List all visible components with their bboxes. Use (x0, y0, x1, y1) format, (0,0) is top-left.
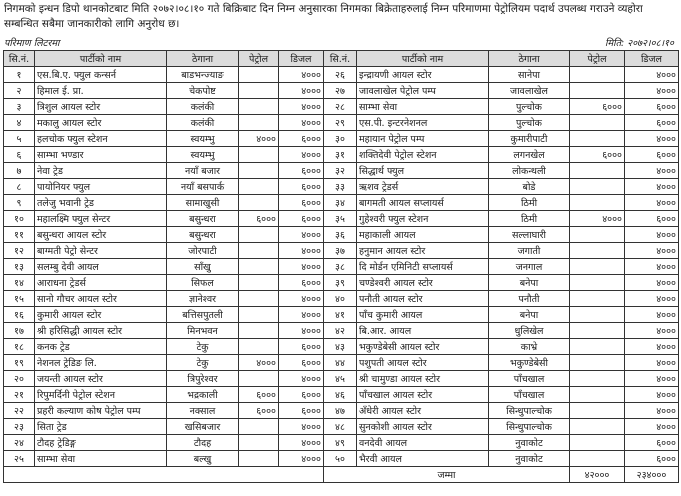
cell-petrol: ६००० (570, 147, 625, 163)
cell-party-name: प्रहरी कल्याण कोष पेट्रोल पम्प (35, 403, 167, 419)
cell-petrol (239, 275, 279, 291)
cell-party-name: साम्भा सेवा (357, 99, 489, 115)
cell-place: पुल्चोक (489, 115, 570, 131)
cell-diesel: ६००० (279, 179, 324, 195)
cell-place: बसुन्धरा (167, 227, 239, 243)
header-name: पार्टीको नाम (357, 51, 489, 67)
cell-petrol (570, 323, 625, 339)
cell-diesel: ४००० (279, 67, 324, 83)
cell-petrol (570, 243, 625, 259)
cell-diesel: ४००० (625, 339, 679, 355)
cell-petrol (570, 179, 625, 195)
allocation-table (3, 50, 679, 483)
cell-diesel: ४००० (625, 323, 679, 339)
table-row (4, 227, 679, 243)
cell-party-name: ऋशव ट्रेडर्स (357, 179, 489, 195)
cell-sn: ४४ (324, 355, 357, 371)
table-row (4, 451, 679, 467)
cell-party-name: सिद्धार्थ फ्युल (357, 163, 489, 179)
cell-party-name: इन्द्रायणी आयल स्टोर (357, 67, 489, 83)
cell-diesel: ६००० (279, 387, 324, 403)
cell-party-name: हनुमान आयल स्टोर (357, 243, 489, 259)
cell-party-name: टौदह ट्रेडिङ्ग (35, 435, 167, 451)
cell-diesel: ४००० (279, 227, 324, 243)
cell-place: पाँचखाल (489, 371, 570, 387)
table-row (4, 355, 679, 371)
table-row (4, 259, 679, 275)
cell-place: साँखु (167, 259, 239, 275)
cell-party-name: त्रिशुल आयल स्टोर (35, 99, 167, 115)
cell-place: बल्खु (167, 451, 239, 467)
cell-sn: १३ (4, 259, 35, 275)
date-note: मिति: २०७२।०८।१० (605, 38, 674, 49)
cell-diesel: ६००० (279, 131, 324, 147)
cell-diesel: ४००० (279, 435, 324, 451)
cell-sn: २३ (4, 419, 35, 435)
cell-party-name: साम्भा भण्डार (35, 147, 167, 163)
cell-petrol (570, 227, 625, 243)
cell-sn: ३२ (324, 163, 357, 179)
cell-place: पुल्चोक (489, 99, 570, 115)
cell-diesel: ६००० (625, 211, 679, 227)
table-row (4, 387, 679, 403)
table-row (4, 307, 679, 323)
cell-petrol: ६००० (570, 99, 625, 115)
cell-place: धुलिखेल (489, 323, 570, 339)
cell-sn: ३९ (324, 275, 357, 291)
table-row (4, 147, 679, 163)
cell-party-name: पायोनियर फ्युल (35, 179, 167, 195)
cell-petrol (570, 387, 625, 403)
cell-party-name: मकालु आयल स्टोर (35, 115, 167, 131)
cell-place: बत्तिसपुतली (167, 307, 239, 323)
cell-sn: २१ (4, 387, 35, 403)
cell-diesel: ४००० (625, 179, 679, 195)
cell-place: पाँचखाल (489, 387, 570, 403)
cell-petrol (570, 355, 625, 371)
cell-sn: ४७ (324, 403, 357, 419)
cell-diesel: ६००० (279, 403, 324, 419)
cell-diesel: ६००० (625, 435, 679, 451)
cell-party-name: पाँचखाल आयल स्टोर (357, 387, 489, 403)
cell-place: जोरपाटी (167, 243, 239, 259)
cell-party-name: सिता ट्रेड (35, 419, 167, 435)
table-row (4, 339, 679, 355)
cell-party-name: शक्तिदेवी पेट्रोल स्टेशन (357, 147, 489, 163)
cell-sn: २ (4, 83, 35, 99)
cell-petrol: ४००० (239, 131, 279, 147)
cell-place: चेकपोष्ट (167, 83, 239, 99)
cell-diesel: ४००० (625, 259, 679, 275)
cell-party-name: वनदेवी आयल (357, 435, 489, 451)
cell-sn: ३६ (324, 227, 357, 243)
cell-diesel: ४००० (625, 419, 679, 435)
cell-sn: ४१ (324, 307, 357, 323)
cell-diesel: ६००० (279, 195, 324, 211)
cell-petrol: ६००० (239, 403, 279, 419)
cell-diesel: ६००० (279, 339, 324, 355)
cell-place: टौदह (167, 435, 239, 451)
cell-petrol (239, 419, 279, 435)
total-petrol: ४२००० (570, 467, 625, 483)
intro-paragraph: निगमको इन्धन डिपो थानकोटबाट मिति २०७२।०८।१० गते बिक्रिबाट दिन निम्न अनुसारका निगमका बिक्रेताहरुलाई निम्न परिमाणमा पेट्रोलियम पदार्थ उपलब्ध गराउने व्यहोरा सम्बन्धित सबैमा जानकारीको लागि अनुरोध छ। (4, 3, 643, 30)
cell-party-name: पशुपती आयल स्टोर (357, 355, 489, 371)
cell-place: कलंकी (167, 115, 239, 131)
cell-diesel: ४००० (625, 67, 679, 83)
cell-place: सिफल (167, 275, 239, 291)
cell-petrol (239, 195, 279, 211)
cell-diesel: ४००० (279, 371, 324, 387)
cell-party-name: साम्भा सेवा (35, 451, 167, 467)
cell-diesel: ४००० (625, 403, 679, 419)
cell-diesel: ४००० (625, 307, 679, 323)
cell-place: सिन्धुपाल्चोक (489, 419, 570, 435)
cell-sn: १६ (4, 307, 35, 323)
cell-petrol (239, 339, 279, 355)
cell-party-name: बाग्मती पेट्रो सेन्टर (35, 243, 167, 259)
cell-party-name: सानो गौचर आयल स्टोर (35, 291, 167, 307)
cell-sn: ३४ (324, 195, 357, 211)
cell-sn: २७ (324, 83, 357, 99)
cell-sn: ३१ (324, 147, 357, 163)
cell-party-name: नेवा ट्रेड (35, 163, 167, 179)
cell-petrol (239, 259, 279, 275)
table-row (4, 115, 679, 131)
cell-party-name: महायान पेट्रोल पम्प (357, 131, 489, 147)
cell-diesel: ६००० (279, 355, 324, 371)
cell-petrol (239, 179, 279, 195)
cell-sn: २८ (324, 99, 357, 115)
cell-petrol (570, 435, 625, 451)
cell-diesel: ४००० (625, 275, 679, 291)
table-row (4, 179, 679, 195)
cell-petrol (239, 435, 279, 451)
cell-petrol: ६००० (239, 387, 279, 403)
cell-place: सिन्धुपाल्चोक (489, 403, 570, 419)
meta-line (4, 36, 676, 49)
header-place: ठेगाना (489, 51, 570, 67)
table-row (4, 435, 679, 451)
cell-party-name: रिपुमर्दिनी पेट्रोल स्टेशन (35, 387, 167, 403)
cell-diesel: ४००० (279, 243, 324, 259)
cell-sn: १० (4, 211, 35, 227)
cell-sn: ३३ (324, 179, 357, 195)
total-diesel: २३४००० (625, 467, 679, 483)
cell-sn: ७ (4, 163, 35, 179)
cell-party-name: श्री हरिसिद्धी आयल स्टोर (35, 323, 167, 339)
cell-party-name: नेशनल ट्रेडिङ लि. (35, 355, 167, 371)
cell-party-name: पनौती आयल स्टोर (357, 291, 489, 307)
cell-party-name: जयन्ती आयल स्टोर (35, 371, 167, 387)
cell-place: स्वयम्भु (167, 131, 239, 147)
cell-petrol (570, 275, 625, 291)
table-row (4, 67, 679, 83)
cell-place: टेकु (167, 355, 239, 371)
cell-party-name: पाँच कुमारी आयल (357, 307, 489, 323)
cell-sn: ३५ (324, 211, 357, 227)
cell-place: नुवाकोट (489, 451, 570, 467)
cell-petrol (570, 195, 625, 211)
cell-diesel: ४००० (625, 227, 679, 243)
table-row (4, 211, 679, 227)
cell-sn: २६ (324, 67, 357, 83)
cell-petrol (570, 371, 625, 387)
cell-place: भकुण्डेबेसी (489, 355, 570, 371)
cell-petrol (239, 163, 279, 179)
cell-sn: ४२ (324, 323, 357, 339)
cell-party-name: महालक्ष्मि फ्युल सेन्टर (35, 211, 167, 227)
table-row (4, 323, 679, 339)
cell-petrol (570, 131, 625, 147)
cell-sn: १४ (4, 275, 35, 291)
cell-diesel: ४००० (279, 451, 324, 467)
cell-party-name: आराधना ट्रेडर्स (35, 275, 167, 291)
cell-petrol (239, 291, 279, 307)
total-label: जम्मा (324, 467, 570, 483)
table-row (4, 163, 679, 179)
cell-place: ठिमी (489, 195, 570, 211)
unit-note: परिमाण लिटरमा (4, 38, 60, 49)
cell-petrol (570, 403, 625, 419)
cell-petrol (570, 339, 625, 355)
cell-sn: ४३ (324, 339, 357, 355)
cell-diesel: ४००० (625, 371, 679, 387)
cell-diesel: ६००० (625, 115, 679, 131)
cell-place: नयाँ बसपार्क (167, 179, 239, 195)
cell-petrol (570, 83, 625, 99)
table-row (4, 403, 679, 419)
cell-diesel: ४००० (625, 243, 679, 259)
cell-place: लगनखेल (489, 147, 570, 163)
cell-sn: ४६ (324, 387, 357, 403)
cell-place: भद्रकाली (167, 387, 239, 403)
cell-place: पनौती (489, 291, 570, 307)
table-row (4, 131, 679, 147)
cell-party-name: बसुन्धरा आयल स्टोर (35, 227, 167, 243)
cell-place: टेकु (167, 339, 239, 355)
cell-diesel: ४००० (279, 291, 324, 307)
cell-petrol (570, 163, 625, 179)
table-row (4, 275, 679, 291)
cell-party-name: कुमारी आयल स्टोर (35, 307, 167, 323)
cell-petrol (239, 83, 279, 99)
cell-party-name: भैरवी आयल (357, 451, 489, 467)
header-name: पार्टीको नाम (35, 51, 167, 67)
cell-sn: ५० (324, 451, 357, 467)
cell-diesel: ४००० (279, 307, 324, 323)
cell-diesel: ४००० (625, 355, 679, 371)
cell-party-name: अँधेरी आयल स्टोर (357, 403, 489, 419)
cell-party-name: एस.बि.ए. फ्युल कन्सर्न (35, 67, 167, 83)
table-row (4, 243, 679, 259)
cell-petrol (239, 147, 279, 163)
cell-party-name: कनक ट्रेड (35, 339, 167, 355)
cell-petrol (239, 227, 279, 243)
cell-diesel: ४००० (625, 83, 679, 99)
cell-party-name: सलम्बु देवी आयल (35, 259, 167, 275)
cell-party-name: चण्डेश्वरी आयल स्टोर (357, 275, 489, 291)
cell-diesel: ६००० (625, 99, 679, 115)
cell-place: जनगाल (489, 259, 570, 275)
header-place: ठेगाना (167, 51, 239, 67)
cell-diesel: ४००० (279, 83, 324, 99)
cell-place: नयाँ बजार (167, 163, 239, 179)
cell-petrol (570, 307, 625, 323)
cell-place: कुमारीपाटी (489, 131, 570, 147)
cell-sn: ४८ (324, 419, 357, 435)
header-sn: सि.नं. (4, 51, 35, 67)
cell-party-name: हलचोक फ्युल स्टेशन (35, 131, 167, 147)
cell-place: खसिबजार (167, 419, 239, 435)
cell-petrol (239, 451, 279, 467)
cell-sn: २२ (4, 403, 35, 419)
cell-place: सल्लाघारी (489, 227, 570, 243)
cell-diesel: ४००० (279, 259, 324, 275)
cell-sn: ५ (4, 131, 35, 147)
cell-sn: १७ (4, 323, 35, 339)
cell-diesel: ४००० (279, 419, 324, 435)
cell-petrol (570, 419, 625, 435)
cell-petrol (239, 99, 279, 115)
header-petrol: पेट्रोल (570, 51, 625, 67)
cell-place: ज्ञानेश्वर (167, 291, 239, 307)
cell-petrol (239, 243, 279, 259)
cell-diesel: ६००० (279, 211, 324, 227)
cell-place: कलंकी (167, 99, 239, 115)
cell-diesel: ४००० (625, 387, 679, 403)
cell-sn: ३० (324, 131, 357, 147)
cell-place: जावलाखेल (489, 83, 570, 99)
cell-sn: १८ (4, 339, 35, 355)
cell-petrol (239, 307, 279, 323)
total-spacer (4, 467, 324, 483)
cell-diesel: ४००० (279, 115, 324, 131)
cell-sn: ४० (324, 291, 357, 307)
cell-diesel: ४००० (625, 291, 679, 307)
cell-party-name: महाकाली आयल (357, 227, 489, 243)
cell-party-name: जावलाखेल पेट्रोल पम्प (357, 83, 489, 99)
cell-party-name: दि मोर्डन एमिनिटी सप्लायर्स (357, 259, 489, 275)
cell-sn: ११ (4, 227, 35, 243)
cell-party-name: एस.पी. इन्टरनेशनल (357, 115, 489, 131)
cell-party-name: बि.आर. आयल (357, 323, 489, 339)
cell-diesel: ६००० (625, 451, 679, 467)
cell-petrol: ६००० (239, 211, 279, 227)
cell-petrol (570, 67, 625, 83)
cell-party-name: सुनकोशी आयल स्टोर (357, 419, 489, 435)
cell-place: लोकन्थली (489, 163, 570, 179)
table-row (4, 83, 679, 99)
cell-diesel: ४००० (625, 195, 679, 211)
total-row (4, 467, 679, 483)
header-petrol: पेट्रोल (239, 51, 279, 67)
cell-diesel: ४००० (625, 163, 679, 179)
cell-sn: १९ (4, 355, 35, 371)
cell-place: बाडभन्ज्याङ (167, 67, 239, 83)
header-row (4, 51, 679, 67)
cell-sn: १२ (4, 243, 35, 259)
cell-diesel: ४००० (625, 131, 679, 147)
cell-sn: ६ (4, 147, 35, 163)
cell-party-name: श्री चामुण्डा आयल स्टोर (357, 371, 489, 387)
table-row (4, 419, 679, 435)
cell-petrol (239, 323, 279, 339)
cell-place: मिनभवन (167, 323, 239, 339)
table-row (4, 195, 679, 211)
cell-place: जगाती (489, 243, 570, 259)
cell-sn: २० (4, 371, 35, 387)
cell-sn: ३८ (324, 259, 357, 275)
cell-petrol (570, 291, 625, 307)
cell-place: ठिमी (489, 211, 570, 227)
cell-sn: २९ (324, 115, 357, 131)
cell-place: काभ्रे (489, 339, 570, 355)
cell-petrol (570, 451, 625, 467)
cell-diesel: ४००० (279, 99, 324, 115)
cell-sn: ४९ (324, 435, 357, 451)
cell-party-name: तलेजु भवानी ट्रेड (35, 195, 167, 211)
cell-petrol: ४००० (570, 211, 625, 227)
table-row (4, 371, 679, 387)
cell-sn: ८ (4, 179, 35, 195)
cell-petrol (570, 259, 625, 275)
cell-party-name: भकुण्डेबेसी आयल स्टोर (357, 339, 489, 355)
cell-sn: ४५ (324, 371, 357, 387)
cell-party-name: हिमाल ई. प्रा. (35, 83, 167, 99)
header-diesel: डिजल (625, 51, 679, 67)
cell-place: बसुन्धरा (167, 211, 239, 227)
cell-place: त्रिपुरेश्वर (167, 371, 239, 387)
cell-sn: ९ (4, 195, 35, 211)
cell-place: बनेपा (489, 307, 570, 323)
cell-sn: ३७ (324, 243, 357, 259)
table-row (4, 291, 679, 307)
cell-party-name: गुहेश्वरी फ्युल स्टेशन (357, 211, 489, 227)
cell-petrol: ४००० (239, 355, 279, 371)
cell-sn: २५ (4, 451, 35, 467)
cell-place: नक्साल (167, 403, 239, 419)
cell-diesel: ४००० (279, 323, 324, 339)
cell-place: नुवाकोट (489, 435, 570, 451)
cell-sn: १ (4, 67, 35, 83)
table-row (4, 99, 679, 115)
cell-sn: ३ (4, 99, 35, 115)
cell-sn: २४ (4, 435, 35, 451)
cell-diesel: ६००० (279, 163, 324, 179)
header-diesel: डिजल (279, 51, 324, 67)
cell-place: बनेपा (489, 275, 570, 291)
cell-petrol (570, 115, 625, 131)
cell-petrol (239, 115, 279, 131)
cell-place: सानेपा (489, 67, 570, 83)
cell-place: बोडे (489, 179, 570, 195)
header-sn: सि.नं. (324, 51, 357, 67)
cell-place: स्वयम्भु (167, 147, 239, 163)
cell-party-name: बागमती आयल सप्लायर्स (357, 195, 489, 211)
cell-diesel: ४००० (279, 147, 324, 163)
cell-petrol (239, 371, 279, 387)
cell-petrol (239, 67, 279, 83)
cell-sn: १५ (4, 291, 35, 307)
cell-place: सामाखुसी (167, 195, 239, 211)
cell-sn: ४ (4, 115, 35, 131)
cell-diesel: ६००० (625, 147, 679, 163)
cell-diesel: ६००० (279, 275, 324, 291)
